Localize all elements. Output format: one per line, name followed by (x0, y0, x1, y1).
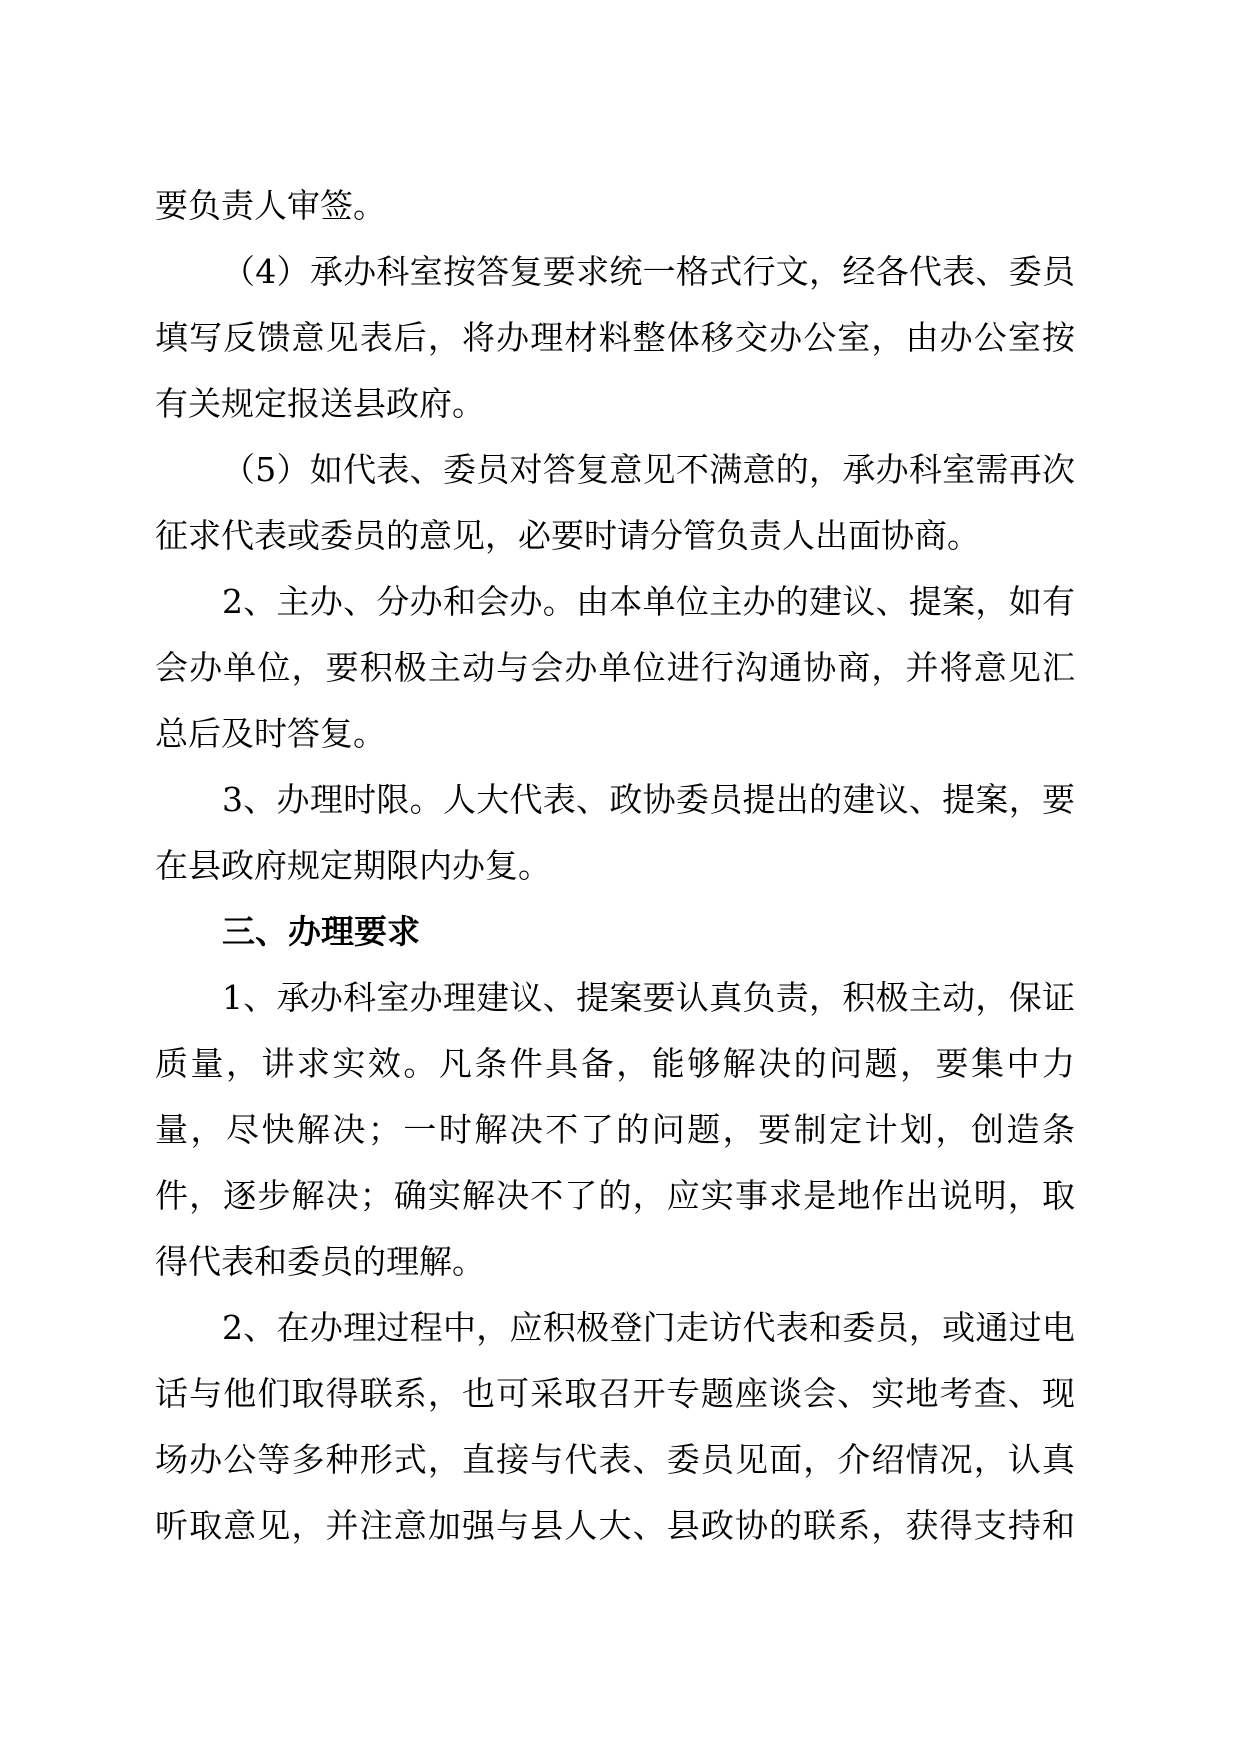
text-line: 总后及时答复。 (155, 714, 386, 753)
text-line: 要负责人审签。 (155, 186, 386, 225)
text-line: 在县政府规定期限内办复。 (155, 846, 551, 885)
text-line: 填写反馈意见表后，将办理材料整体移交办公室，由办公室按 (155, 318, 1075, 357)
text-line: 2、主办、分办和会办。由本单位主办的建议、提案，如有 (222, 582, 1075, 621)
text-line: （5）如代表、委员对答复意见不满意的，承办科室需再次 (222, 450, 1075, 489)
text-line: 场办公等多种形式，直接与代表、委员见面，介绍情况，认真 (155, 1440, 1075, 1479)
text-line: 征求代表或委员的意见，必要时请分管负责人出面协商。 (155, 516, 980, 555)
text-line: 得代表和委员的理解。 (155, 1242, 485, 1281)
text-line: 听取意见，并注意加强与县人大、县政协的联系，获得支持和 (155, 1506, 1075, 1545)
text-line: 3、办理时限。人大代表、政协委员提出的建议、提案，要 (222, 780, 1075, 819)
section-heading: 三、办理要求 (222, 912, 420, 951)
text-line: 质量，讲求实效。凡条件具备，能够解决的问题，要集中力 (155, 1044, 1075, 1083)
text-line: 会办单位，要积极主动与会办单位进行沟通协商，并将意见汇 (155, 648, 1075, 687)
text-line: 件，逐步解决；确实解决不了的，应实事求是地作出说明，取 (155, 1176, 1075, 1215)
text-line: 话与他们取得联系，也可采取召开专题座谈会、实地考查、现 (155, 1374, 1075, 1413)
text-line: （4）承办科室按答复要求统一格式行文，经各代表、委员 (222, 252, 1075, 291)
text-line: 有关规定报送县政府。 (155, 384, 485, 423)
text-line: 2、在办理过程中，应积极登门走访代表和委员，或通过电 (222, 1308, 1075, 1347)
text-line: 量，尽快解决；一时解决不了的问题，要制定计划，创造条 (155, 1110, 1075, 1149)
text-line: 1、承办科室办理建议、提案要认真负责，积极主动，保证 (222, 978, 1075, 1017)
